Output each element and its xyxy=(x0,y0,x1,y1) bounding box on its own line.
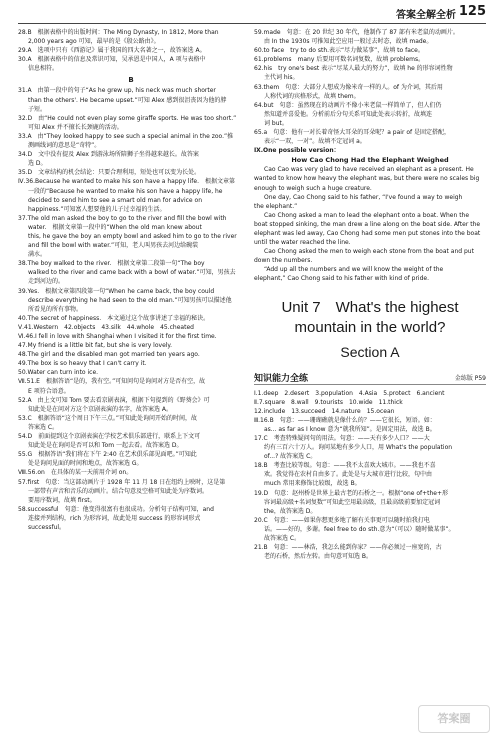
text-line: 知此处是在询问是否可以和 Tom 一起去看。故答案选 D。 xyxy=(28,442,183,450)
text-line: 12.include 13.succeed 14.nature 15.ocean xyxy=(254,407,395,415)
answer-block-31-40 xyxy=(18,86,244,322)
page-number: 125 xyxy=(458,4,486,19)
text-line: of...? 故答案选 C。 xyxy=(264,453,317,461)
text-line: enough to weigh such a huge creature. xyxy=(254,184,372,192)
text-line: 知此处是在问对方这个京剧表演的名字，故答案选 A。 xyxy=(28,405,173,413)
text-line: 40.The secret of happiness. 本文通过这个故事讲述了幸福的秘诀。 xyxy=(18,314,210,322)
text-line: elephant,” Cao Chong said to his father with kind of pride. xyxy=(254,275,430,283)
text-line: 57.first 句意：当这部动画片于 1928 年 11 月 18 日在纽约上映时，这是第 xyxy=(18,478,226,486)
left-column xyxy=(18,28,244,728)
text-line: 37.The old man asked the boy to go to the river and fill the bowl with xyxy=(18,214,227,222)
text-line: 满水。 xyxy=(28,251,47,259)
header-rule xyxy=(18,23,486,24)
section-vii-answers xyxy=(18,377,244,532)
text-line: Ⅰ.1.deep 2.desert 3.population 4.Asia 5.protect 6.ancient xyxy=(254,389,445,397)
text-line: 19.D 句意：赵州桥是世界上最古老的石桥之一。根据“one of+the+形 xyxy=(254,489,449,497)
text-line: 答案选 C。 xyxy=(28,423,59,431)
text-line: 38.The boy walked to the river. 根据文章第二段第一句“The boy xyxy=(18,260,205,268)
text-line: this, he gave the boy an empty bowl and asked him to go to the river xyxy=(28,232,237,240)
text-line: down the numbers. xyxy=(254,257,313,265)
text-line: 63.them 句意：大部分人想成为像米奇一样的人。of 为介词，其后用 xyxy=(254,83,443,91)
text-line: Ⅵ.46.I fell in love with Shanghai when I visited it for the first time. xyxy=(18,333,217,340)
header-title: 答案全解全析 xyxy=(396,10,456,21)
text-line: 连接并列结构，rich 为形容词，故此处用 success 的形容词形式 xyxy=(28,514,201,522)
text-line: 18.B 考查比较等级。句意：——我不太喜欢大城市。——我也不喜 xyxy=(254,462,436,470)
unit-title-line2: mountain in the world? xyxy=(294,318,446,336)
text-line: “Add up all the numbers and we will know the weight of the xyxy=(264,266,444,274)
knowledge-title: 知识能力全练 xyxy=(254,373,309,384)
text-line: Ⅱ.7.square 8.wall 9.tourists 10.wide 11.thick xyxy=(254,398,403,406)
text-line: 29.A 选项中只有《西游记》属于我国的四大名著之一，故答案选 A。 xyxy=(18,47,206,55)
text-line: wanted to know how heavy the elephant was, but there were no scales big xyxy=(254,175,480,183)
text-line: 故答案选 C。 xyxy=(264,535,301,543)
text-line: 容词最高级+名词复数”可知此空用最高级，且最高级前要加定冠词 xyxy=(264,498,441,506)
text-line: 可知 Alex 并不擅长长颈鹿的活动。 xyxy=(28,123,123,131)
text-line: 60.to face try to do sth.表示“尽力做某事”，故填 to face。 xyxy=(254,47,424,55)
text-line: 54.D 前面提到这个京剧表演在学校艺术俱乐部进行，联系上下文可 xyxy=(18,433,201,441)
sample-essay xyxy=(254,155,486,283)
text-line: 欢。我觉得在农村自由多了。此处是与大城市进行比较，句中由 xyxy=(264,471,433,479)
section-vi-answers xyxy=(18,332,244,377)
text-line: Ⅷ.56.on 在具体的某一天前用介词 on。 xyxy=(18,469,133,477)
text-line: 39.Yes. 根据文章第四段第一句“When he came back, the boy could xyxy=(18,287,215,295)
text-line: much 常用来修饰比较级，故选 B。 xyxy=(264,480,361,488)
text-line: 55.G 根据答语“我们将在下午 2:40 在艺术俱乐部见面吧。”可知此 xyxy=(18,451,197,459)
text-line: 话。——好的，多谢。feel free to do sth.意为“（可以）随时做某事”。 xyxy=(264,525,455,533)
text-line: 61.problems many 后要用可数名词复数，故填 problems。 xyxy=(254,56,425,64)
text-line: 62.his try one's best 表示“尽某人最大的努力”，故填 he 的形容词性物 xyxy=(254,65,453,73)
text-line: Cao Chong asked a man to lead the elephant onto a boat. When the xyxy=(264,211,470,219)
text-line: One day, Cao Chong said to his father, “I've found a way to weigh xyxy=(264,193,463,201)
text-line: 测画线词的意思是“奇特”。 xyxy=(28,142,101,150)
knowledge-page-ref: 金练版 P59 xyxy=(454,374,486,382)
text-line: 一部带有声音和音乐的动画片。结合句意及空格可知此处为序数词。 xyxy=(28,487,209,495)
text-line: 52.A 由上文可知 Tom 要去看京剧表演，根据下句提到的《野葵会》可 xyxy=(18,396,210,404)
text-line: 50.Water can turn into ice. xyxy=(18,369,99,377)
watermark-logo: 答案圈 xyxy=(418,705,490,733)
text-line: 17.C 考查特殊疑问句的用法。句意：——天有多少人口？——大 xyxy=(254,435,430,442)
text-line: water. 根据文章第一段中的“When the old man knew about xyxy=(28,223,202,231)
text-line: 约有三百六十万人。询问某地有多少人口，用 What's the population xyxy=(264,444,453,452)
text-line: 表示“一双，一对”。故填不定冠词 a。 xyxy=(264,138,366,146)
unit-banner xyxy=(254,298,486,362)
answer-block-59-65 xyxy=(254,28,486,146)
text-line: 一段的“Because he wanted to make his son have a happy life, he xyxy=(28,187,223,195)
text-line: 47.My friend is a little bit fat, but she is very lovely. xyxy=(18,342,173,350)
right-column xyxy=(254,28,486,728)
text-line: walked to the river and came back with a bowl of water.”可知，男孩去 xyxy=(28,269,236,277)
text-line: 59.made 句意：在 20 世纪 30 年代，他制作了 87 部有米老鼠的动画片。 xyxy=(254,29,459,36)
text-line: 处是询问见面的时间和地点，故答案选 G。 xyxy=(28,460,143,468)
text-line: 30.A 根据表格中的信息及常识可知，吴承恩是中国人，A 项与表格中 xyxy=(18,56,206,64)
section-v-answers: Ⅴ.41.Western 42.objects 43.silk 44.whole 45.cheated xyxy=(18,323,194,331)
text-line: 64.but 句意：虽然现在的动画片不像小米老鼠一样简单了，但人们仍 xyxy=(254,101,442,109)
text-line: 信息相符。 xyxy=(28,65,59,73)
section-ix-label: Ⅸ.One possible version： xyxy=(254,147,340,155)
text-line: describe everything he had seen to the old man.”可知男孩可以描述他 xyxy=(28,296,232,304)
text-line: E 项符合语意。 xyxy=(28,387,70,395)
text-line: happiness.”可知富人想要他的儿子过幸福的生活。 xyxy=(28,205,166,213)
text-line: 34.D 文中没有提及 Alex 到游泳场所陪狮子坐得越来越长。故答案 xyxy=(18,151,199,159)
text-line: until the water reached the line. xyxy=(254,239,351,247)
text-line: 主代词 his。 xyxy=(264,74,299,82)
text-line: 31.A 由第一段中的句子“As he grew up, his neck was much shorter xyxy=(18,87,216,95)
text-line: Ⅶ.51.E 根据答语“是的，我有空。”可知问句是询问对方是否有空，故 xyxy=(18,378,206,386)
text-line: 词 but。 xyxy=(264,119,288,127)
text-line: 子短。 xyxy=(28,105,47,113)
text-line: 要用序数词，故填 first。 xyxy=(28,496,96,504)
text-line: Cao Cao was very glad to have received an elephant as a present. He xyxy=(264,166,474,174)
section-title: Section A xyxy=(340,343,400,360)
text-line: 53.C 根据答语“这个周日下午三点。”可知此处询问开始的时间，故 xyxy=(18,414,197,422)
essay-title: How Cao Chong Had the Elephant Weighed xyxy=(291,156,449,165)
text-line: 21.B 句意：——林浩，我怎么能到你家？——你必须过一座宽的，古 xyxy=(254,544,442,552)
text-line: Ⅳ.36.Because he wanted to make his son have a happy life. 根据文章第 xyxy=(18,178,235,186)
text-line: 走到河边的。 xyxy=(28,278,65,286)
text-line: than the others'. He became upset.”可知 Alex 感到很沮丧因为他的脖 xyxy=(28,96,227,104)
text-line: 48.The girl and the disabled man got married ten years ago. xyxy=(18,351,200,359)
text-line: 58.successful 句意：他变得很富有也很成功。分析句子结构可知，and xyxy=(18,505,214,513)
text-line: 由 In the 1930s 可推知此空应用一般过去时态，故填 made。 xyxy=(264,38,433,46)
answer-block-28-30 xyxy=(18,28,244,73)
text-line: and fill the bowl with water.”可知，老人叫男孩去河边给碗装 xyxy=(28,242,199,250)
text-line: elephant was led away, Cao Chong had some men put stones into the boat xyxy=(254,229,481,237)
knowledge-bar xyxy=(254,370,486,385)
text-line: the，故答案选 D。 xyxy=(264,507,317,515)
text-line: 35.D 文章结构的机会结论：只要合理利用，短处也可以变为长处。 xyxy=(18,169,201,177)
unit-title-line1: Unit 7 What's the highest xyxy=(281,298,459,316)
text-line: 65.a 句意：他有一对长着奇怪大耳朵的耳朵呢？a pair of 是固定搭配， xyxy=(254,129,451,137)
text-line: 33.A 由“They looked happy to see such a special animal in the zoo.”推 xyxy=(18,132,234,140)
text-line: 2,000 years ago 可知，最早的是《殷公路由》。 xyxy=(28,38,160,46)
text-line: 20.C 句意：——如果你想更多地了解有关事更可以随时拍我打电 xyxy=(254,516,430,524)
text-line: decided to send him to see a smart old man for advice on xyxy=(28,196,202,204)
text-line: Cao Chong asked the men to weigh each stone from the boat and put xyxy=(264,248,474,256)
text-line: boat stopped sinking, the man drew a line along on the boat side. After the xyxy=(254,220,481,228)
page-header xyxy=(18,4,486,22)
text-line: 选 D。 xyxy=(28,160,47,168)
section-b-heading: B xyxy=(128,76,134,85)
text-line: 所看见的所有事物。 xyxy=(28,305,83,313)
text-line: 人称代词的宾格形式，故填 them。 xyxy=(264,92,360,100)
text-line: 老的石桥，然后左转。由句意可知选 B。 xyxy=(264,553,373,561)
text-line: 49.The box is so heavy that I can't carry it. xyxy=(18,360,147,368)
text-line: 然知道并喜爱他。分析前后分句关系可知此处表示转折，故填连 xyxy=(264,110,433,118)
text-line: the elephant.” xyxy=(254,202,298,210)
text-line: 28.B 根据表格中的出版时间：The Ming Dynasty, In 1812, More than xyxy=(18,29,219,36)
answer-block-1-21 xyxy=(254,389,486,562)
text-line: 32.D 由“He could not even play some giraffe sports. He was too short.” xyxy=(18,114,237,122)
text-line: successful。 xyxy=(28,523,66,531)
text-line: as... as far as I know 意为“就我所知”。是固定用法，故选 B。 xyxy=(264,425,436,433)
text-line: Ⅲ.16.B 句意：——珊瑚礁就是像什么的？——它很长，短语。如： xyxy=(254,416,436,424)
